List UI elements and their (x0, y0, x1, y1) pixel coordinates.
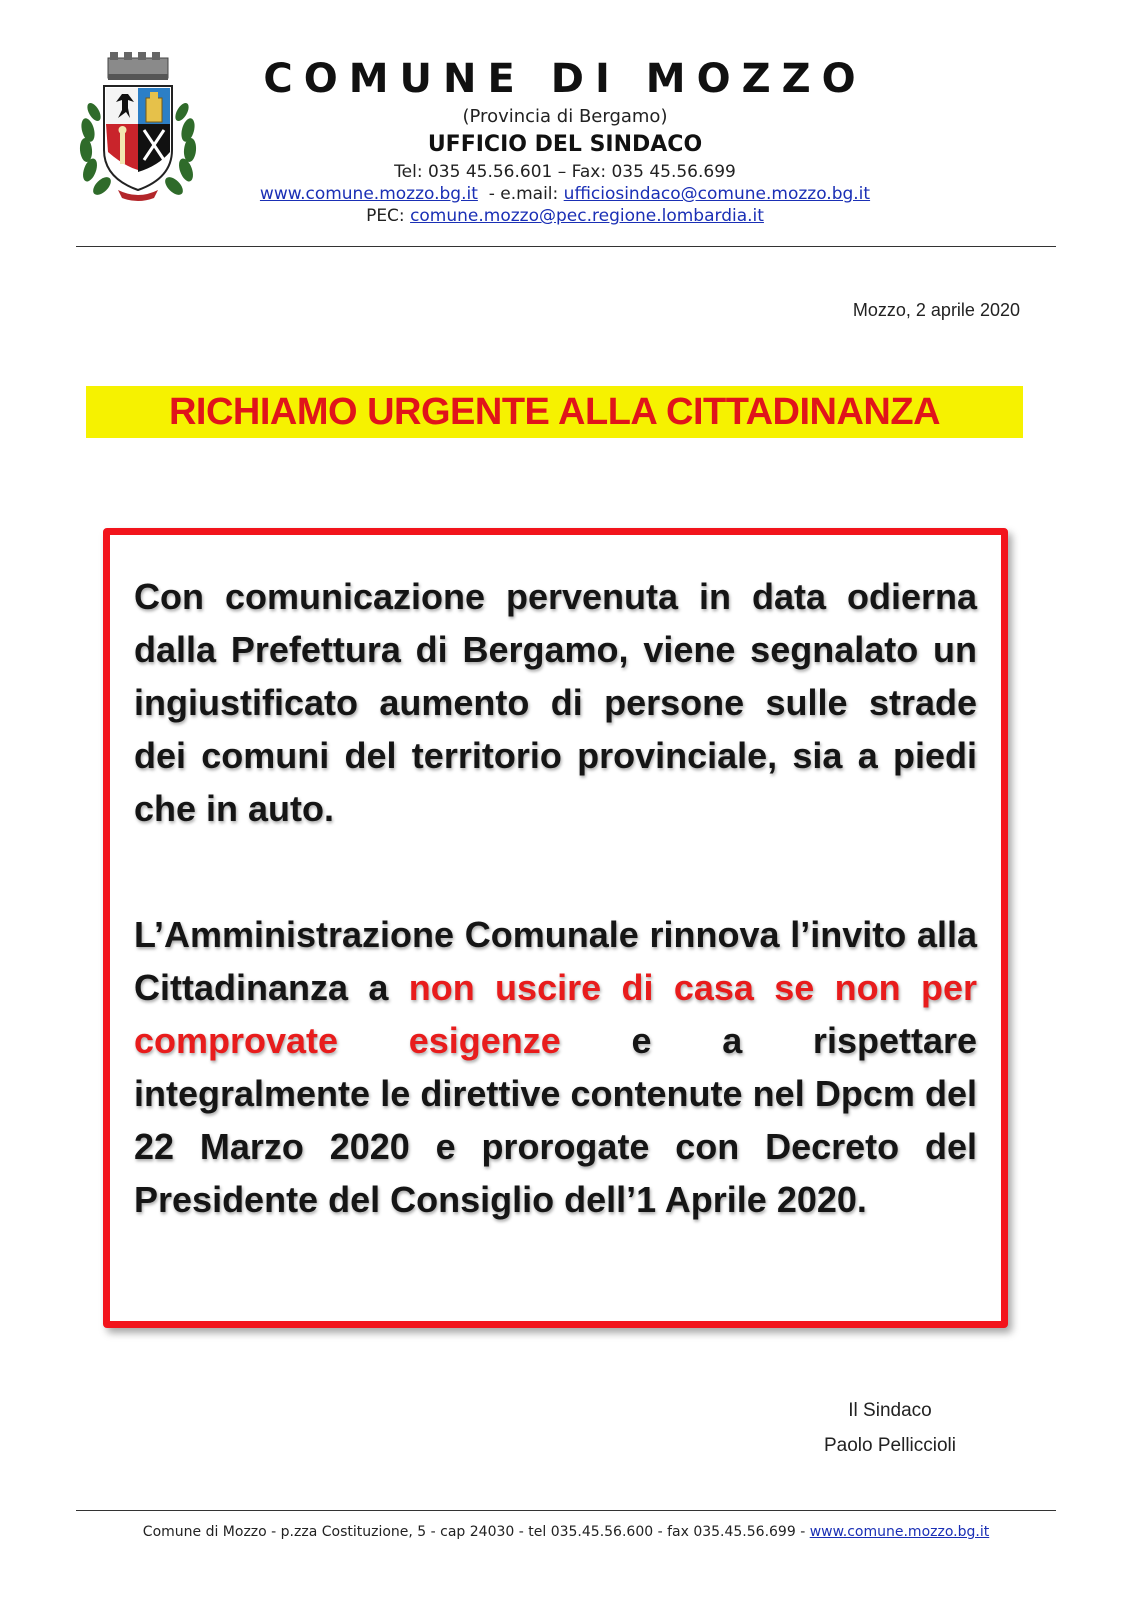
municipal-coat-of-arms-logo (78, 50, 198, 202)
paragraph-2-intro: L’Amministrazione Comunale rinnova l’invito alla Cittadinanza a (134, 914, 977, 1008)
web-email-line (200, 184, 930, 204)
website-link[interactable]: www.comune.mozzo.bg.it (259, 184, 478, 204)
document-date: Mozzo, 2 aprile 2020 (852, 300, 1020, 320)
province-label: (Provincia di Bergamo) (462, 106, 668, 127)
footer-address: Comune di Mozzo - p.zza Costituzione, 5 - cap 24030 - tel 035.45.56.600 - fax 035.45.56.699 - (142, 1524, 806, 1540)
notice-paragraph-2 (134, 908, 977, 1226)
footer-contact (76, 1524, 1056, 1540)
header-divider (76, 246, 1056, 247)
urgent-notice-banner: RICHIAMO URGENTE ALLA CITTADINANZA (86, 386, 1023, 438)
municipality-title: COMUNE DI MOZZO (263, 56, 867, 102)
footer-website-link[interactable]: www.comune.mozzo.bg.it (809, 1524, 990, 1540)
signature-name: Paolo Pelliccioli (823, 1435, 956, 1456)
highlighted-instruction: non uscire di casa se non per comprovate esigenze (134, 967, 977, 1061)
pec-line (200, 206, 930, 226)
footer-divider (76, 1510, 1056, 1511)
phone-fax-line: Tel: 035 45.56.601 – Fax: 035 45.56.699 (394, 162, 736, 182)
notice-paragraph-1: Con comunicazione pervenuta in data odierna dalla Prefettura di Bergamo, viene segnalato un ingiustificato aumento di persone sulle strade dei comuni del territorio provinciale, sia a piedi che in auto. (134, 576, 977, 829)
pec-link[interactable]: comune.mozzo@pec.regione.lombardia.it (410, 206, 764, 226)
signature-role: Il Sindaco (848, 1400, 932, 1421)
pec-label: PEC: (366, 206, 405, 226)
email-link[interactable]: ufficiosindaco@comune.mozzo.bg.it (563, 184, 871, 204)
office-name: UFFICIO DEL SINDACO (427, 132, 703, 157)
email-label: - e.mail: (488, 184, 559, 204)
paragraph-2-outro: e a rispettare integralmente le direttive contenute nel Dpcm del 22 Marzo 2020 e prorogate con Decreto del Presidente del Consiglio dell’1 Aprile 2020. (134, 1020, 978, 1220)
